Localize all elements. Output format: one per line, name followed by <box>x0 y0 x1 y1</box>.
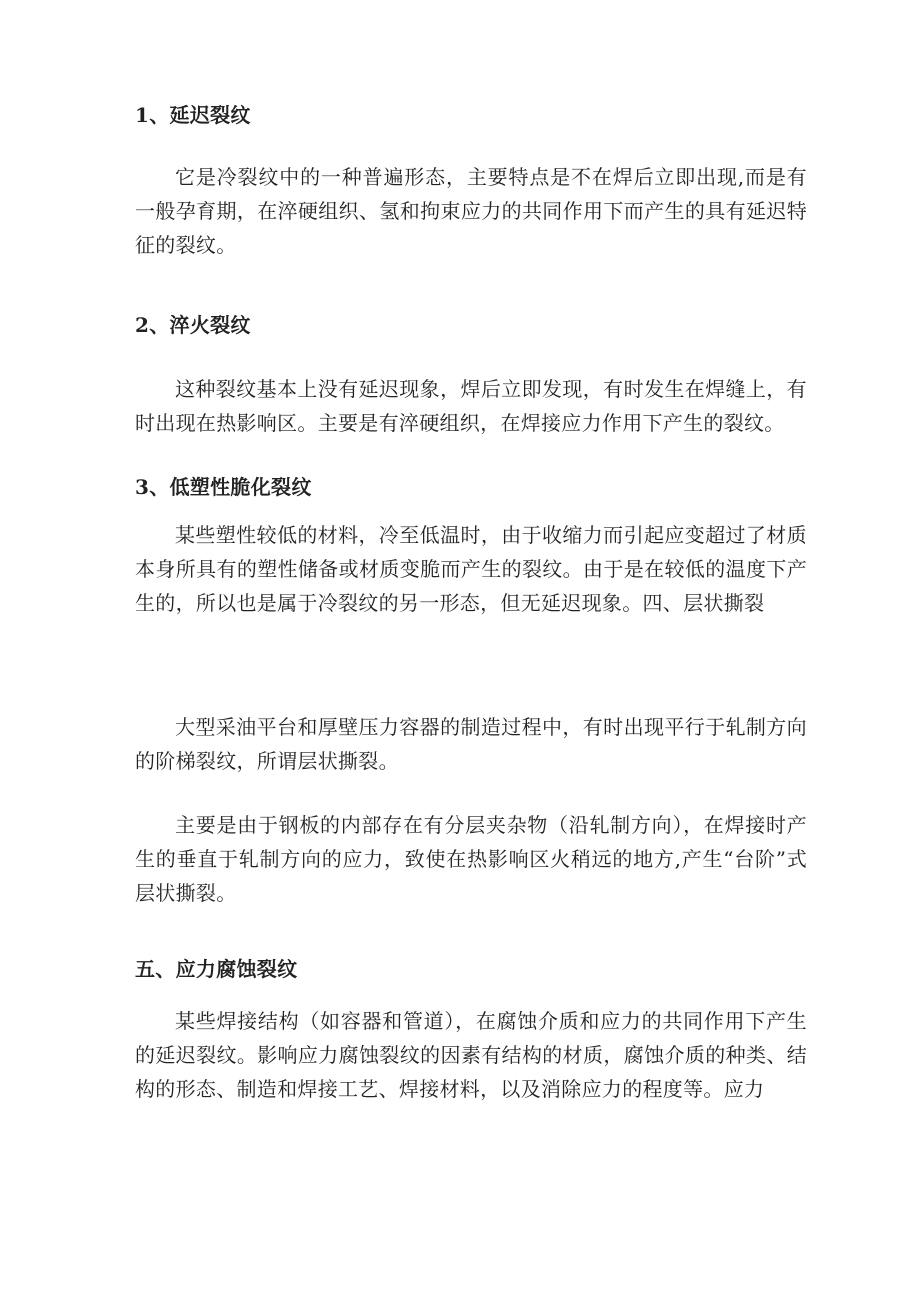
section-heading-quench-crack: 2、淬火裂纹 <box>135 313 251 337</box>
section-heading-stress-corrosion-crack: 五、应力腐蚀裂纹 <box>135 957 298 981</box>
paragraph-lamellar-tearing-intro: 大型采油平台和厚壁压力容器的制造过程中，有时出现平行于轧制方向的阶梯裂纹，所谓层状撕裂。 <box>135 715 807 773</box>
section-heading-low-plasticity-crack: 3、低塑性脆化裂纹 <box>135 475 312 499</box>
paragraph-delayed-crack: 它是冷裂纹中的一种普遍形态，主要特点是不在焊后立即出现,而是有一般孕育期，在淬硬组织、氢和拘束应力的共同作用下而产生的具有延迟特征的裂纹。 <box>135 165 807 257</box>
section-heading-delayed-crack: 1、延迟裂纹 <box>135 103 251 127</box>
paragraph-quench-crack: 这种裂纹基本上没有延迟现象，焊后立即发现，有时发生在焊缝上，有时出现在热影响区。主要是有淬硬组织，在焊接应力作用下产生的裂纹。 <box>135 377 807 435</box>
paragraph-stress-corrosion-crack: 某些焊接结构（如容器和管道），在腐蚀介质和应力的共同作用下产生的延迟裂纹。影响应力腐蚀裂纹的因素有结构的材质，腐蚀介质的种类、结构的形态、制造和焊接工艺、焊接材料，以及消除应力的程度等。应力 <box>135 1009 807 1101</box>
paragraph-low-plasticity-crack: 某些塑性较低的材料，冷至低温时，由于收缩力而引起应变超过了材质本身所具有的塑性储备或材质变脆而产生的裂纹。由于是在较低的温度下产生的，所以也是属于冷裂纹的另一形态，但无延迟现象。四、层状撕裂 <box>135 523 807 615</box>
paragraph-lamellar-tearing-cause: 主要是由于钢板的内部存在有分层夹杂物（沿轧制方向），在焊接时产生的垂直于轧制方向的应力，致使在热影响区火稍远的地方,产生“台阶”式层状撕裂。 <box>135 813 807 905</box>
